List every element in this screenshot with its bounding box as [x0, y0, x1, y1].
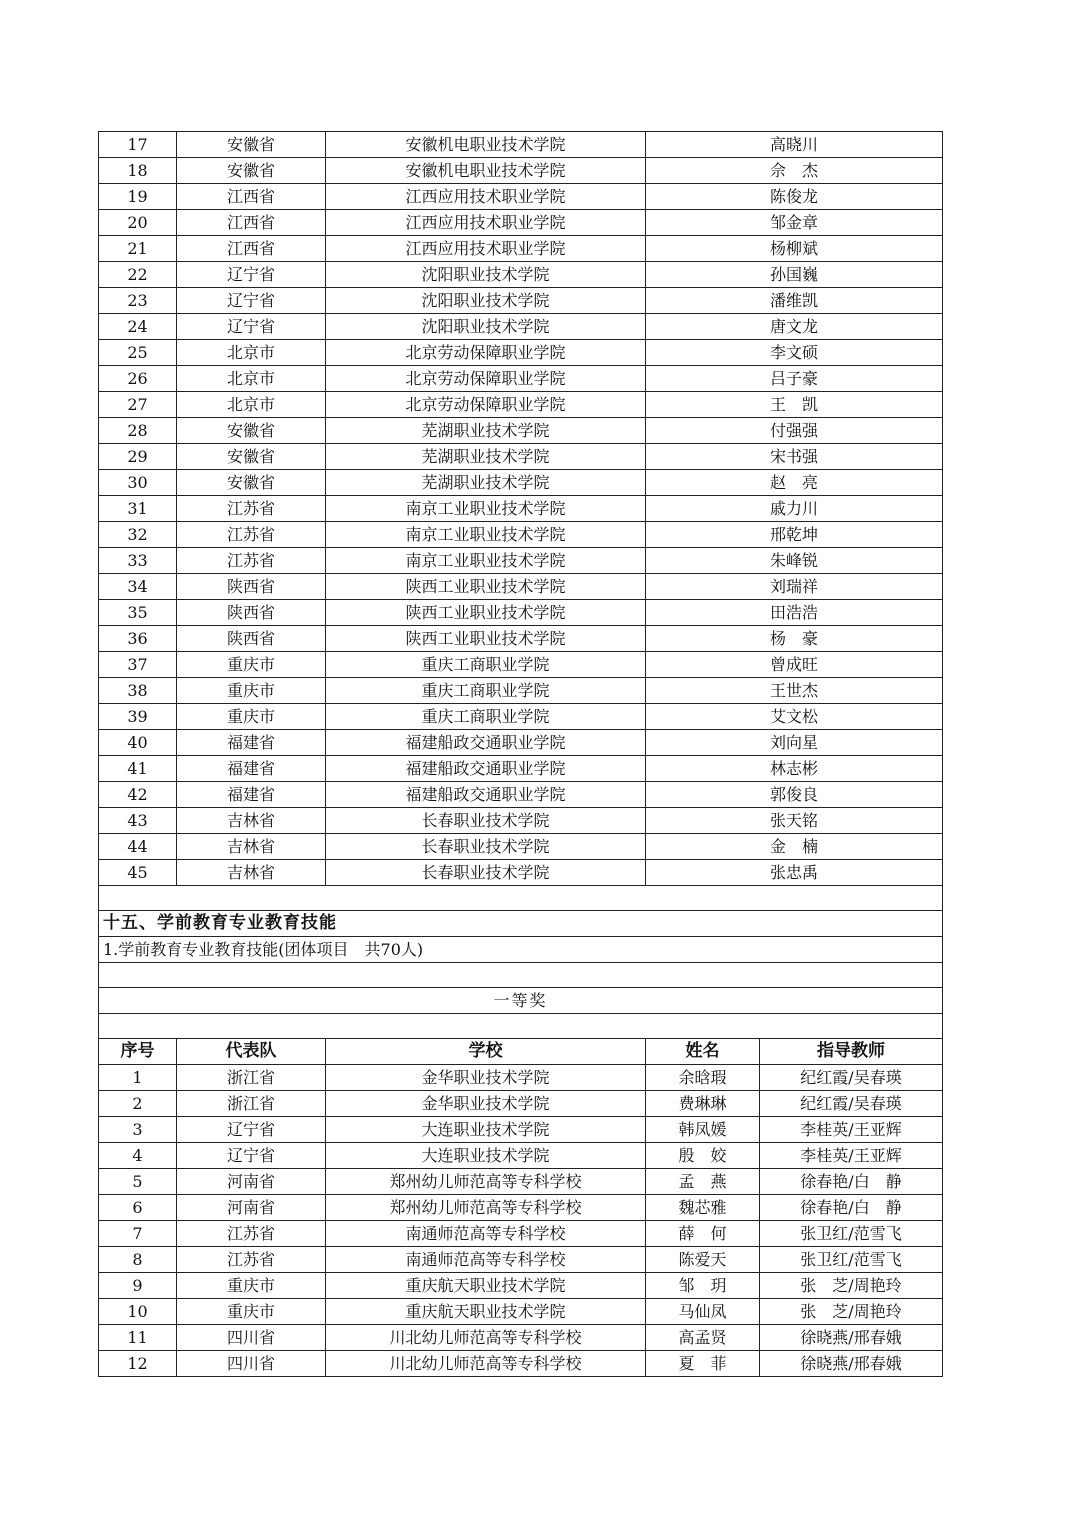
row-name: 邹金章 — [646, 210, 943, 236]
row-school: 福建船政交通职业学院 — [326, 782, 646, 808]
row-team: 安徽省 — [177, 158, 326, 184]
table-row — [99, 834, 943, 860]
table-row — [99, 1299, 943, 1325]
blank-row — [99, 1014, 943, 1039]
row-school: 南通师范高等专科学校 — [326, 1247, 646, 1273]
table-row — [99, 574, 943, 600]
table-row — [99, 1091, 943, 1117]
row-number: 21 — [99, 236, 177, 262]
row-teacher: 李桂英/王亚辉 — [760, 1117, 943, 1143]
row-number: 32 — [99, 522, 177, 548]
row-team: 吉林省 — [177, 834, 326, 860]
row-number: 45 — [99, 860, 177, 886]
table-row — [99, 730, 943, 756]
row-team: 江苏省 — [177, 522, 326, 548]
row-number: 42 — [99, 782, 177, 808]
row-school: 郑州幼儿师范高等专科学校 — [326, 1169, 646, 1195]
row-number: 41 — [99, 756, 177, 782]
row-number: 39 — [99, 704, 177, 730]
row-school: 长春职业技术学院 — [326, 860, 646, 886]
row-number: 30 — [99, 470, 177, 496]
row-name: 佘 杰 — [646, 158, 943, 184]
row-number: 11 — [99, 1325, 177, 1351]
row-team: 北京市 — [177, 340, 326, 366]
row-number: 34 — [99, 574, 177, 600]
table-row — [99, 1143, 943, 1169]
table-row — [99, 314, 943, 340]
row-name: 余晗瑕 — [646, 1065, 760, 1091]
table-row — [99, 1117, 943, 1143]
results-table — [98, 131, 943, 1377]
row-number: 26 — [99, 366, 177, 392]
row-teacher: 徐春艳/白 静 — [760, 1195, 943, 1221]
row-name: 刘向星 — [646, 730, 943, 756]
row-number: 10 — [99, 1299, 177, 1325]
row-school: 重庆航天职业技术学院 — [326, 1299, 646, 1325]
row-team: 重庆市 — [177, 1273, 326, 1299]
award-label: 一等奖 — [99, 988, 943, 1014]
row-number: 20 — [99, 210, 177, 236]
row-school: 安徽机电职业技术学院 — [326, 132, 646, 158]
row-name: 高晓川 — [646, 132, 943, 158]
row-team: 辽宁省 — [177, 1117, 326, 1143]
header-row — [99, 1039, 943, 1065]
row-school: 陕西工业职业技术学院 — [326, 626, 646, 652]
table-row — [99, 782, 943, 808]
row-school: 芜湖职业技术学院 — [326, 470, 646, 496]
row-school: 北京劳动保障职业学院 — [326, 392, 646, 418]
row-team: 辽宁省 — [177, 262, 326, 288]
row-team: 陕西省 — [177, 626, 326, 652]
table-row — [99, 1221, 943, 1247]
blank-cell — [99, 886, 943, 911]
row-school: 芜湖职业技术学院 — [326, 418, 646, 444]
row-school: 芜湖职业技术学院 — [326, 444, 646, 470]
row-number: 40 — [99, 730, 177, 756]
row-teacher: 徐晓燕/邢春娥 — [760, 1325, 943, 1351]
row-school: 沈阳职业技术学院 — [326, 314, 646, 340]
row-teacher: 张卫红/范雪飞 — [760, 1247, 943, 1273]
row-school: 重庆工商职业学院 — [326, 652, 646, 678]
row-team: 四川省 — [177, 1351, 326, 1377]
table-row — [99, 418, 943, 444]
row-team: 安徽省 — [177, 132, 326, 158]
table-row — [99, 548, 943, 574]
table-row — [99, 1247, 943, 1273]
row-name: 宋书强 — [646, 444, 943, 470]
row-school: 安徽机电职业技术学院 — [326, 158, 646, 184]
row-school: 江西应用技术职业学院 — [326, 210, 646, 236]
row-name: 魏芯雅 — [646, 1195, 760, 1221]
blank-cell — [99, 963, 943, 988]
row-school: 郑州幼儿师范高等专科学校 — [326, 1195, 646, 1221]
row-name: 殷 姣 — [646, 1143, 760, 1169]
row-name: 陈俊龙 — [646, 184, 943, 210]
row-teacher: 徐春艳/白 静 — [760, 1169, 943, 1195]
table-row — [99, 262, 943, 288]
row-team: 江西省 — [177, 236, 326, 262]
row-number: 8 — [99, 1247, 177, 1273]
row-school: 川北幼儿师范高等专科学校 — [326, 1351, 646, 1377]
header-school: 学校 — [326, 1039, 646, 1065]
table-row — [99, 392, 943, 418]
row-teacher: 徐晓燕/邢春娥 — [760, 1351, 943, 1377]
table-row — [99, 340, 943, 366]
table-row — [99, 184, 943, 210]
row-team: 江苏省 — [177, 548, 326, 574]
row-team: 安徽省 — [177, 470, 326, 496]
row-name: 林志彬 — [646, 756, 943, 782]
row-number: 22 — [99, 262, 177, 288]
row-number: 35 — [99, 600, 177, 626]
table-row — [99, 522, 943, 548]
row-school: 福建船政交通职业学院 — [326, 730, 646, 756]
row-teacher: 张 芝/周艳玲 — [760, 1273, 943, 1299]
row-number: 24 — [99, 314, 177, 340]
row-school: 川北幼儿师范高等专科学校 — [326, 1325, 646, 1351]
row-team: 四川省 — [177, 1325, 326, 1351]
row-school: 陕西工业职业技术学院 — [326, 574, 646, 600]
table-row — [99, 652, 943, 678]
row-name: 刘瑞祥 — [646, 574, 943, 600]
table-row — [99, 1195, 943, 1221]
row-team: 安徽省 — [177, 444, 326, 470]
table-row — [99, 626, 943, 652]
row-number: 2 — [99, 1091, 177, 1117]
row-school: 福建船政交通职业学院 — [326, 756, 646, 782]
row-name: 金 楠 — [646, 834, 943, 860]
row-teacher: 张卫红/范雪飞 — [760, 1221, 943, 1247]
row-school: 南京工业职业技术学院 — [326, 548, 646, 574]
row-team: 陕西省 — [177, 574, 326, 600]
row-name: 高孟贤 — [646, 1325, 760, 1351]
row-number: 1 — [99, 1065, 177, 1091]
row-school: 南通师范高等专科学校 — [326, 1221, 646, 1247]
row-name: 孟 燕 — [646, 1169, 760, 1195]
row-number: 27 — [99, 392, 177, 418]
row-school: 重庆工商职业学院 — [326, 704, 646, 730]
row-school: 长春职业技术学院 — [326, 834, 646, 860]
section-title: 十五、学前教育专业教育技能 — [99, 911, 943, 937]
row-number: 18 — [99, 158, 177, 184]
row-name: 曾成旺 — [646, 652, 943, 678]
row-school: 大连职业技术学院 — [326, 1143, 646, 1169]
row-school: 重庆工商职业学院 — [326, 678, 646, 704]
row-school: 重庆航天职业技术学院 — [326, 1273, 646, 1299]
row-name: 邹 玥 — [646, 1273, 760, 1299]
table-row — [99, 704, 943, 730]
row-name: 唐文龙 — [646, 314, 943, 340]
row-name: 薛 何 — [646, 1221, 760, 1247]
row-name: 张天铭 — [646, 808, 943, 834]
table-row — [99, 1169, 943, 1195]
row-school: 大连职业技术学院 — [326, 1117, 646, 1143]
row-name: 张忠禹 — [646, 860, 943, 886]
table-row — [99, 236, 943, 262]
row-number: 3 — [99, 1117, 177, 1143]
row-name: 郭俊良 — [646, 782, 943, 808]
blank-row — [99, 886, 943, 911]
row-school: 金华职业技术学院 — [326, 1065, 646, 1091]
row-team: 重庆市 — [177, 678, 326, 704]
row-name: 赵 亮 — [646, 470, 943, 496]
header-number: 序号 — [99, 1039, 177, 1065]
row-number: 4 — [99, 1143, 177, 1169]
row-name: 戚力川 — [646, 496, 943, 522]
row-name: 李文硕 — [646, 340, 943, 366]
row-team: 福建省 — [177, 756, 326, 782]
row-team: 重庆市 — [177, 704, 326, 730]
row-name: 孙国巍 — [646, 262, 943, 288]
table-row — [99, 756, 943, 782]
row-name: 马仙凤 — [646, 1299, 760, 1325]
row-name: 付强强 — [646, 418, 943, 444]
table-row — [99, 470, 943, 496]
row-teacher: 张 芝/周艳玲 — [760, 1299, 943, 1325]
row-school: 沈阳职业技术学院 — [326, 262, 646, 288]
row-name: 夏 菲 — [646, 1351, 760, 1377]
row-school: 北京劳动保障职业学院 — [326, 366, 646, 392]
row-number: 17 — [99, 132, 177, 158]
table-row — [99, 600, 943, 626]
row-team: 福建省 — [177, 730, 326, 756]
row-number: 9 — [99, 1273, 177, 1299]
award-row — [99, 988, 943, 1014]
row-name: 邢乾坤 — [646, 522, 943, 548]
row-name: 陈爱天 — [646, 1247, 760, 1273]
row-number: 6 — [99, 1195, 177, 1221]
section-title-row — [99, 911, 943, 937]
blank-cell — [99, 1014, 943, 1039]
header-teacher: 指导教师 — [760, 1039, 943, 1065]
row-school: 北京劳动保障职业学院 — [326, 340, 646, 366]
row-number: 33 — [99, 548, 177, 574]
row-name: 艾文松 — [646, 704, 943, 730]
row-number: 5 — [99, 1169, 177, 1195]
table-row — [99, 158, 943, 184]
row-teacher: 纪红霞/吴春瑛 — [760, 1065, 943, 1091]
row-name: 朱峰锐 — [646, 548, 943, 574]
row-school: 南京工业职业技术学院 — [326, 522, 646, 548]
row-name: 田浩浩 — [646, 600, 943, 626]
row-name: 杨 豪 — [646, 626, 943, 652]
table-row — [99, 1325, 943, 1351]
row-team: 重庆市 — [177, 652, 326, 678]
section-subtitle: 1.学前教育专业教育技能(团体项目 共70人) — [99, 937, 943, 963]
row-number: 25 — [99, 340, 177, 366]
row-team: 辽宁省 — [177, 1143, 326, 1169]
row-number: 12 — [99, 1351, 177, 1377]
row-team: 辽宁省 — [177, 314, 326, 340]
table-row — [99, 1351, 943, 1377]
row-school: 江西应用技术职业学院 — [326, 184, 646, 210]
row-school: 长春职业技术学院 — [326, 808, 646, 834]
row-number: 28 — [99, 418, 177, 444]
row-number: 29 — [99, 444, 177, 470]
row-teacher: 纪红霞/吴春瑛 — [760, 1091, 943, 1117]
results-table-body — [99, 132, 943, 1377]
table-row — [99, 1273, 943, 1299]
row-number: 44 — [99, 834, 177, 860]
header-team: 代表队 — [177, 1039, 326, 1065]
table-row — [99, 132, 943, 158]
table-row — [99, 678, 943, 704]
row-name: 杨柳斌 — [646, 236, 943, 262]
section-subtitle-row — [99, 937, 943, 963]
row-number: 7 — [99, 1221, 177, 1247]
row-team: 浙江省 — [177, 1065, 326, 1091]
row-name: 吕子豪 — [646, 366, 943, 392]
row-school: 南京工业职业技术学院 — [326, 496, 646, 522]
row-team: 河南省 — [177, 1195, 326, 1221]
row-number: 37 — [99, 652, 177, 678]
row-team: 辽宁省 — [177, 288, 326, 314]
row-team: 重庆市 — [177, 1299, 326, 1325]
row-number: 38 — [99, 678, 177, 704]
row-name: 潘维凯 — [646, 288, 943, 314]
table-row — [99, 1065, 943, 1091]
row-name: 王世杰 — [646, 678, 943, 704]
row-team: 河南省 — [177, 1169, 326, 1195]
row-name: 韩凤媛 — [646, 1117, 760, 1143]
table-row — [99, 288, 943, 314]
row-team: 北京市 — [177, 366, 326, 392]
row-teacher: 李桂英/王亚辉 — [760, 1143, 943, 1169]
table-row — [99, 366, 943, 392]
table-row — [99, 808, 943, 834]
row-team: 浙江省 — [177, 1091, 326, 1117]
table-row — [99, 444, 943, 470]
row-number: 43 — [99, 808, 177, 834]
row-number: 36 — [99, 626, 177, 652]
row-team: 江西省 — [177, 210, 326, 236]
row-number: 19 — [99, 184, 177, 210]
row-name: 王 凯 — [646, 392, 943, 418]
table-row — [99, 496, 943, 522]
header-name: 姓名 — [646, 1039, 760, 1065]
row-team: 吉林省 — [177, 808, 326, 834]
row-number: 31 — [99, 496, 177, 522]
row-team: 江苏省 — [177, 496, 326, 522]
row-team: 福建省 — [177, 782, 326, 808]
row-team: 江西省 — [177, 184, 326, 210]
row-school: 沈阳职业技术学院 — [326, 288, 646, 314]
table-row — [99, 860, 943, 886]
row-team: 陕西省 — [177, 600, 326, 626]
row-team: 江苏省 — [177, 1247, 326, 1273]
row-team: 安徽省 — [177, 418, 326, 444]
row-team: 江苏省 — [177, 1221, 326, 1247]
table-row — [99, 210, 943, 236]
row-school: 金华职业技术学院 — [326, 1091, 646, 1117]
row-school: 江西应用技术职业学院 — [326, 236, 646, 262]
row-number: 23 — [99, 288, 177, 314]
blank-row — [99, 963, 943, 988]
row-team: 吉林省 — [177, 860, 326, 886]
row-name: 费琳琳 — [646, 1091, 760, 1117]
row-team: 北京市 — [177, 392, 326, 418]
row-school: 陕西工业职业技术学院 — [326, 600, 646, 626]
